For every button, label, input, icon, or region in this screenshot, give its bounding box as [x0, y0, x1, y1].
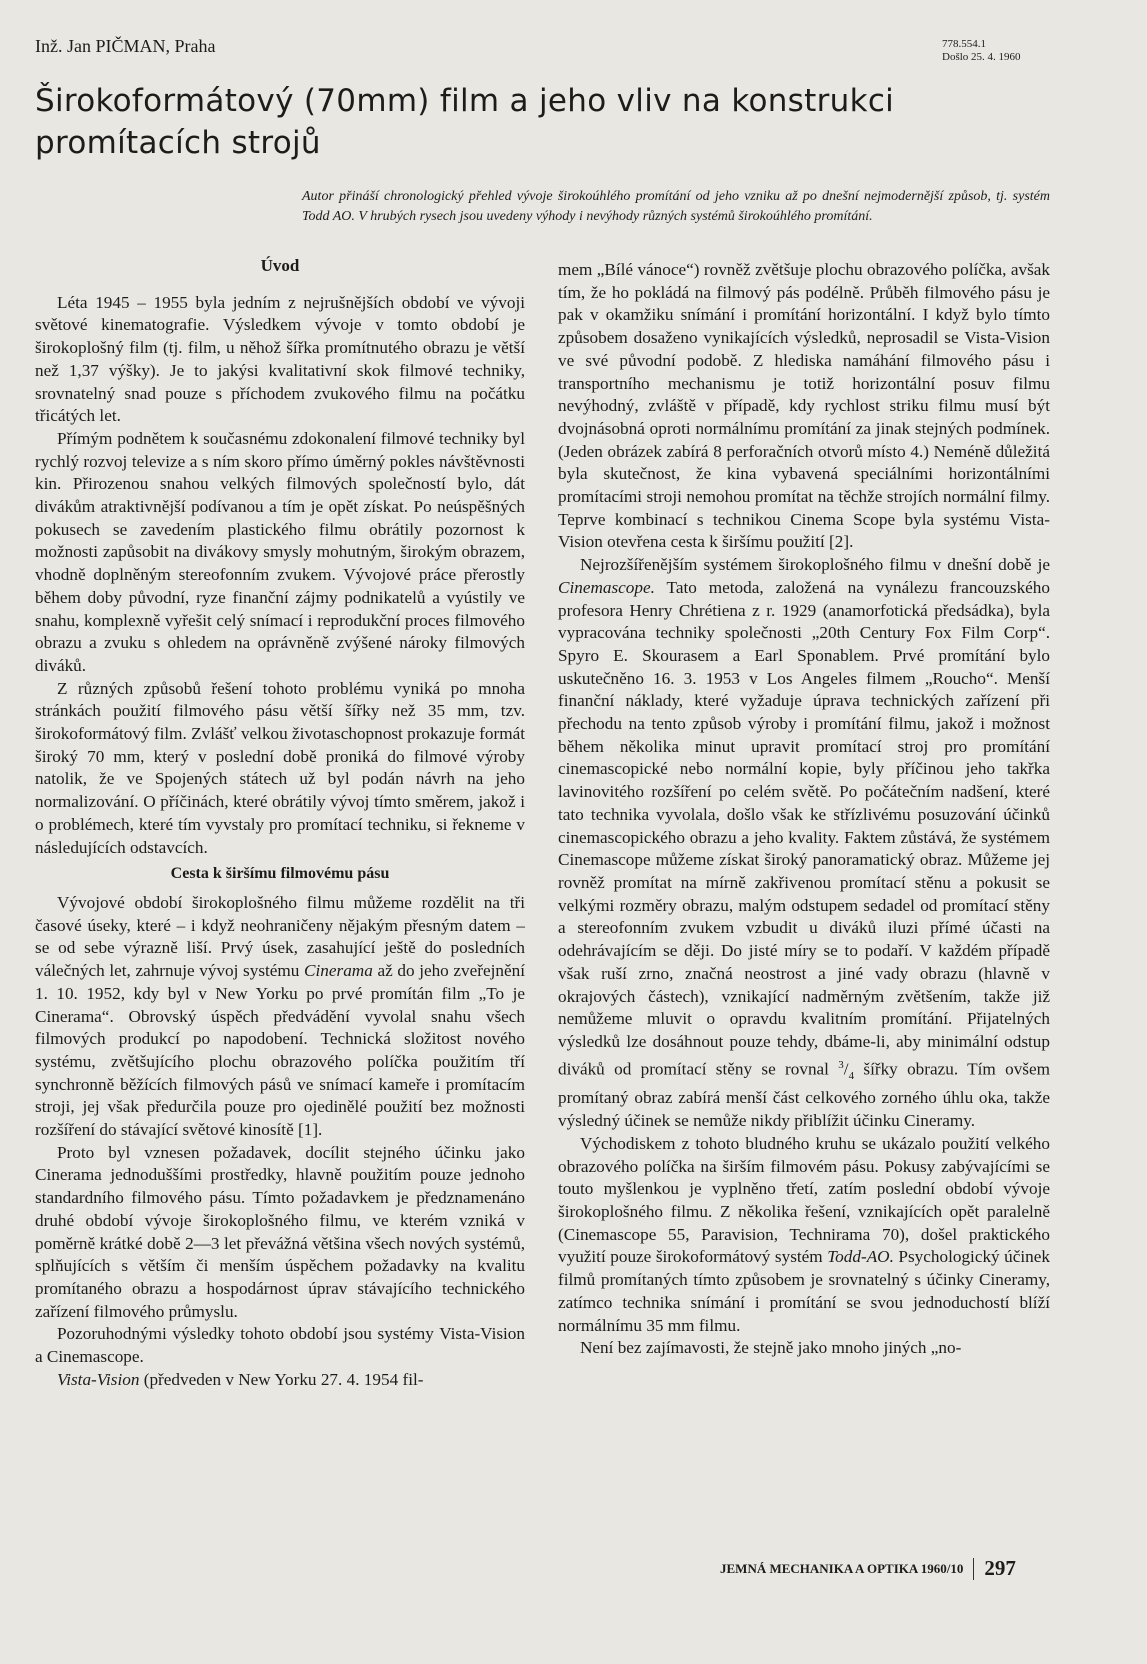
paragraph: Není bez zajímavosti, že stejně jako mnoho jiných „no- [580, 1338, 962, 1358]
received-date: Došlo 25. 4. 1960 [942, 51, 1021, 63]
emphasis: Cinemascope. [558, 577, 655, 597]
text-run: až do jeho zveřejnění 1. 10. 1952, kdy byl v New Yorku po prvé promítán film „To je Cinerama“. Obrovský úspěch předvádění vyvolal snahu všech filmových produkcí po napodobení. Technická složitost nového systému, zvětšujícího plochu obrazového políčka použitím tří synchronně běžících filmových pásů ve snímací kameře i promítacím stroji, jej však předurčila pouze pro ojedinělé použití bez možnosti rozšíření do stávající světové kinosítě [1]. [35, 961, 526, 1140]
emphasis: Vista-Vision [57, 1369, 140, 1389]
fraction-denominator: 4 [848, 1069, 855, 1082]
text-run: (předveden v New Yorku 27. 4. 1954 fil- [139, 1369, 424, 1389]
paragraph: Léta 1945 – 1955 byla jedním z nejrušnějších období ve vývoji světové kinematografie. Výsledkem vývoje v tomto období je širokoplošný film (tj. film, u něhož šířka promítnutého obrazu je větší než 1,37 výšky). Je to jakýsi kvalitativní skok filmové techniky, srovnatelný snad pouze s příchodem zvukového filmu na počátku třicátých let. [35, 292, 525, 426]
udc-block [942, 38, 1021, 64]
text-run: Psychologický účinek filmů promítaných tímto způsobem je srovnatelný s účinky Cineramy, zatímco technika snímání i promítání se svou jednoduchostí blíží normálnímu 35 mm filmu. [558, 1247, 1050, 1335]
emphasis: Cinerama [304, 961, 373, 981]
paragraph: Pozoruhodnými výsledky tohoto období jsou systémy Vista-Vision a Cinemascope. [35, 1324, 525, 1367]
section-heading-intro: Úvod [260, 256, 300, 275]
text-run: Vývojové období širokoplošného filmu můžeme rozdělit na tři časové úseky, které – i když neohraničeny nějakým přesným datem – se od sebe výrazně liší. Prvý úsek, zasahující ještě do posledních válečných let, zahrnuje vývoj systému [35, 892, 525, 981]
fraction-numerator: 3 [838, 1058, 844, 1071]
paragraph: mem „Bílé vánoce“) rovněž zvětšuje plochu obrazového políčka, avšak tím, že ho pokládá na filmový pás podélně. Průběh filmového pásu je pak v okamžiku snímání i promítání horizontální. I když bylo tímto způsobem dosaženo vynikajících výsledků, neprosadil se Vista-Vision ve své původní podobě. Z hlediska namáhání filmového pásu i transportního mechanismu je totiž horizontální posuv filmu nevýhodný, zvláště v případě, kdy rychlost striku filmu musí být dvojnásobná oproti normálnímu promítání za jinak stejných podmínek. (Jeden obrázek zabírá 8 perforačních otvorů místo 4.) Neméně důležitá byla skutečnost, že kina vybavená speciálními horizontálními promítacími stroji nemohou promítat na těchže strojích normální filmy. Teprve kombinací s technikou Cinema Scope byla systému Vista-Vision otevřena cesta k širšímu použití [2]. [558, 260, 1050, 552]
text-run: Východiskem z tohoto bludného kruhu se ukázalo použití velkého obrazového políčka na širším filmovém pásu. Pokusy zabývajícími se touto myšlenkou je vyplněno třetí, zatím poslední období vývoje širokoplošného filmu. Z několika řešení, vznikajících opět paralelně (Cinemascope 55, Paravision, Technirama 70), došel praktického využití pouze širokoformátový systém [558, 1133, 1050, 1267]
article-title: Širokoformátový (70mm) film a jeho vliv na konstrukci promítacích strojů [35, 83, 895, 161]
text-run: Nejrozšířenějším systémem širokoplošného filmu v dnešní době je [580, 555, 1050, 575]
abstract: Autor přináší chronologický přehled vývoje širokoúhlého promítání od jeho vzniku až po dnešní nejmodernější způsob, tj. systém Todd AO. V hrubých rysech jsou uvedeny výhody i nevýhody různých systémů širokoúhlého promítání. [302, 189, 1050, 224]
paragraph [35, 1369, 525, 1392]
paragraph: Proto byl vznesen požadavek, docílit stejného účinku jako Cinerama jednoduššími prostředky, hlavně použitím pouze jednoho standardního filmového pásu. Tímto požadavkem je předznamenáno druhé období vývoje širokoplošného filmu, ve kterém vzniká v poměrně krátké době 2—3 let převážná většina všech nových systémů, splňujících s větším či menším úspěchem požadavky na kvalitu promítaného obrazu a hospodárnost úprav stávajícího technického zařízení filmového průmyslu. [35, 1142, 525, 1321]
paragraph [558, 1133, 1050, 1337]
footer-divider [973, 1558, 974, 1580]
journal-name: JEMNÁ MECHANIKA A OPTIKA 1960/10 [720, 1560, 964, 1576]
text-run: šířky obrazu. Tím ovšem promítaný obraz zabírá menší část celkového zorného úhlu oka, takže výsledný účinek se nemůže nikdy přiblížit účinku Cineramy. [558, 1059, 1050, 1131]
section-heading-path: Cesta k širšímu filmovému pásu [170, 865, 390, 883]
paragraph: Z různých způsobů řešení tohoto problému vyniká po mnoha stránkách použití filmového pásu větší šířky než 35 mm, tzv. širokoformátový film. Zvlášť velkou životaschopnost prokazuje formát široký 70 mm, který v poslední době proniká do filmové výroby natolik, že ve Spojených státech už byl podán návrh na jeho normalizování. O příčinách, které obrátily vývoj tímto směrem, jakož i o problémech, které tím vyvstaly pro promítací techniku, si řekneme v následujících odstavcích. [35, 678, 525, 857]
paragraph [35, 892, 525, 1142]
paragraph: Přímým podnětem k současnému zdokonalení filmové techniky byl rychlý rozvoj televize a s ním skoro přímo úměrný pokles návštěvnosti kin. Přirozenou snahou velkých filmových společností bylo, dát divákům atraktivnější podívanou a tím je opět získat. Po neúspěšných pokusech se zavedením plastického filmu obrátily pozornost k možnosti zapůsobit na divákovy smysly mohutným, širokým obrazem, vhodně doplněným stereofonním zvukem. Vývojové práce přerostly během doby původní, ryze finanční zájmy podnikatelů a vyústily ve snahu, komplexně vyřešit celý snímací i reprodukční proces filmového obrazu a zvuku s ohledem na oprávněně zvýšené nároky filmových diváků. [35, 428, 525, 675]
paragraph: Nejrozšířenějším systémem širokoplošného filmu v dnešní době je Cinemascope. Tato metoda, založená na vynálezu francouzského profesora Henry Chrétiena z r. 1929 (anamorfotická předsádka), byla vypracována techniky společnosti „20th Century Fox Film Corp“. Spyro E. Skourasem a Earl Sponablem. Prvé promítání bylo uskutečněno 16. 3. 1953 v Los Angeles filmem „Roucho“. Menší finanční náklady, které vyžaduje úprava technických zařízení při přechodu na tento způsob výroby i promítání filmu, jakož i možnost během několika minut upravit promítací stroj pro promítání cinemascopické nebo normální kopie, byly příčinou jeho takřka lavinovitého rozšíření po celém světě. Po počátečním nadšení, které tato technika vyvolala, došlo však ke střízlivému posuzování účinků cinemascopického obrazu a jeho kvality. Faktem zůstává, že systémem Cinemascope můžeme získat široký panoramatický obraz. Můžeme jej rovněž promítat na mírně zakřivenou promítací stěnu a pokusit se velkými rozměry obrazu, malým odstupem sedadel od promítací stěny a stereofonním zvukem vzbudit u diváků iluzi přímé účasti na odehrávajícím se ději. Do jisté míry se to podaří. V každém případě však ruší zrno, značná neostrost a jiné vady obrazu (hlavně v okrajových částech), vznikající nadměrným zvětšením, takže již nemůžeme mluvit o opravdu kvalitním promítání. Přijatelných výsledků lze dosáhnout pouze tehdy, dbáme-li, aby minimální odstup diváků od promítací stěny se rovnal $^3/_4$ šířky obrazu. Tím ovšem promítaný obraz zabírá menší část celkového zorného úhlu oka, takže výsledný účinek se nemůže nikdy přiblížit účinku Cineramy. [558, 555, 1050, 1131]
emphasis: Todd-AO. [827, 1247, 894, 1267]
text-run: Tato metoda, založená na vynálezu francouzského profesora Henry Chrétiena z r. 1929 (anamorfotická předsádka), byla vypracována techniky společnosti „20th Century Fox Film Corp“. Spyro E. Skourasem a Earl Sponablem. Prvé promítání bylo uskutečněno 16. 3. 1953 v Los Angeles filmem „Roucho“. Menší finanční náklady, které vyžaduje úprava technických zařízení při přechodu na tento způsob výroby i promítání filmu, jakož i možnost během několika minut upravit promítací stroj pro promítání cinemascopické nebo normální kopie, byly příčinou jeho takřka lavinovitého rozšíření po celém světě. Po počátečním nadšení, které tato technika vyvolala, došlo však ke střízlivému posuzování účinků cinemascopického obrazu a jeho kvality. Faktem zůstává, že systémem Cinemascope můžeme získat široký panoramatický obraz. Můžeme jej rovněž promítat na mírně zakřivenou promítací stěnu a pokusit se velkými rozměry obrazu, malým odstupem sedadel od promítací stěny a stereofonním zvukem vzbudit u diváků iluzi přímé účasti na odehrávajícím se ději. Do jisté míry se to podaří. V každém případě však ruší zrno, značná neostrost a jiné vady obrazu (hlavně v okrajových částech), vznikající nadměrným zvětšením, takže již nemůžeme mluvit o opravdu kvalitním promítání. Přijatelných výsledků lze dosáhnout pouze tehdy, dbáme-li, aby minimální odstup diváků od promítací stěny se rovnal [558, 577, 1050, 1079]
page-footer [720, 1556, 1016, 1581]
left-column [35, 255, 525, 1391]
udc-code: 778.554.1 [942, 38, 986, 50]
right-column [558, 259, 1050, 1360]
page-number: 297 [984, 1556, 1016, 1580]
author-line: Inž. Jan PIČMAN, Praha [35, 36, 216, 56]
